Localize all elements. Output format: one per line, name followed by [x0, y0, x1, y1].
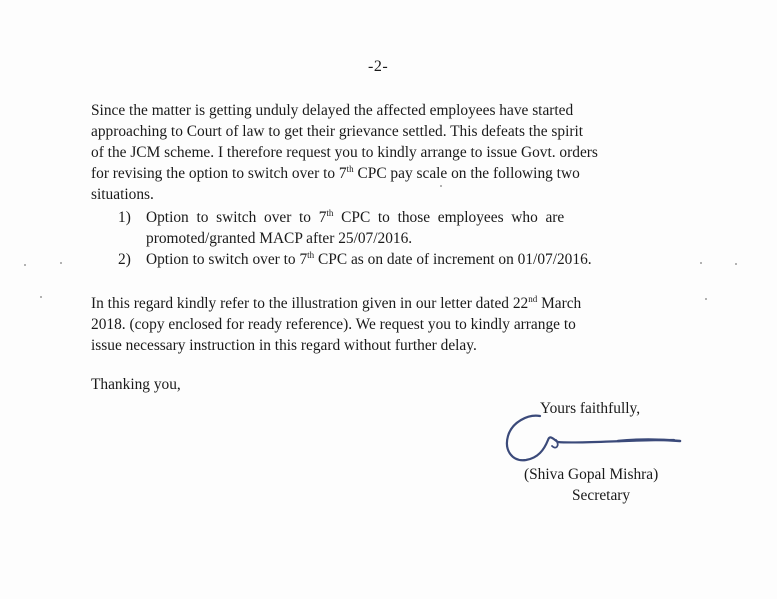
paragraph-line: issue necessary instruction in this regard without further delay.	[91, 337, 477, 354]
signer-name: (Shiva Gopal Mishra)	[524, 466, 659, 483]
superscript-th: th	[326, 208, 334, 218]
paragraph-line: of the JCM scheme. I therefore request you to kindly arrange to issue Govt. orders	[91, 144, 598, 161]
scan-speck	[440, 185, 442, 187]
list-item-text	[146, 207, 683, 249]
scan-speck	[40, 296, 42, 298]
list-line	[146, 207, 683, 228]
list-number: 2)	[118, 251, 131, 268]
scan-speck	[60, 262, 62, 264]
closing-text: Yours faithfully,	[540, 400, 641, 417]
paragraph-line: 2018. (copy enclosed for ready reference). We request you to kindly arrange to	[91, 316, 576, 333]
paragraph-line-text: March	[537, 295, 582, 312]
list-number: 1)	[118, 209, 131, 226]
signer-title: Secretary	[572, 487, 631, 504]
thanking-text: Thanking you,	[91, 376, 181, 393]
superscript-nd: nd	[528, 294, 538, 304]
scan-speck	[24, 264, 26, 266]
list-line-text: Option to switch over to 7	[146, 251, 308, 268]
list-line-text: Option to switch over to 7	[146, 209, 327, 226]
list-item-text	[146, 249, 683, 270]
paragraph-line-text: CPC pay scale on the following two	[353, 165, 580, 182]
paragraph-line	[91, 163, 683, 184]
superscript-th: th	[307, 250, 315, 260]
scan-speck	[705, 298, 707, 300]
paragraph-line: approaching to Court of law to get their grievance settled. This defeats the spirit	[91, 123, 584, 140]
paragraph-line	[91, 293, 683, 314]
list-item	[118, 249, 683, 270]
signature-image	[498, 410, 688, 470]
list-line	[146, 249, 683, 270]
scan-speck	[700, 262, 702, 264]
paragraph-line: Since the matter is getting unduly delayed the affected employees have started	[91, 102, 574, 119]
situations-list	[118, 207, 683, 270]
paragraph-line-text: for revising the option to switch over to 7	[91, 165, 347, 182]
superscript-th: th	[346, 164, 354, 174]
paragraph-line: situations.	[91, 186, 154, 203]
scan-speck	[735, 263, 737, 265]
list-line-text: CPC as on date of increment on 01/07/2016.	[314, 251, 592, 268]
list-item	[118, 207, 683, 249]
page-number: -2-	[368, 58, 389, 75]
paragraph-reference	[91, 293, 683, 356]
list-line: promoted/granted MACP after 25/07/2016.	[146, 230, 413, 247]
paragraph-line-text: In this regard kindly refer to the illustration given in our letter dated 22	[91, 295, 529, 312]
paragraph-request	[91, 100, 683, 205]
list-line-text: CPC to those employees who are	[333, 209, 565, 226]
